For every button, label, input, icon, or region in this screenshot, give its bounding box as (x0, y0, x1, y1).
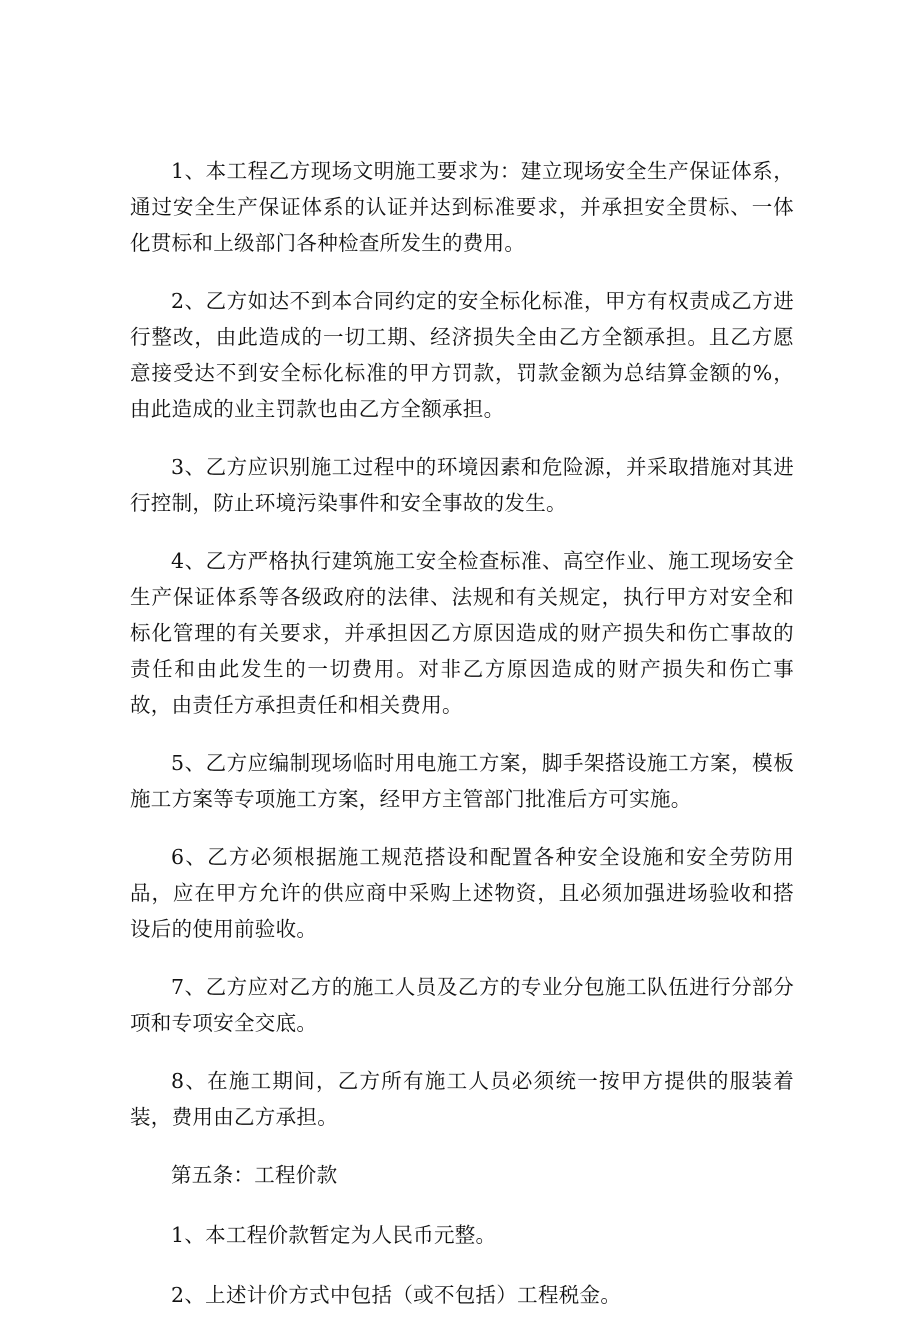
clause-5: 5、乙方应编制现场临时用电施工方案，脚手架搭设施工方案，模板施工方案等专项施工方案，经甲方主管部门批准后方可实施。 (130, 751, 794, 811)
article-5-item-2: 2、上述计价方式中包括（或不包括）工程税金。 (171, 1283, 622, 1307)
clause-6: 6、乙方必须根据施工规范搭设和配置各种安全设施和安全劳防用品，应在甲方允许的供应商中采购上述物资，且必须加强进场验收和搭设后的使用前验收。 (130, 845, 794, 941)
article-5-item-1: 1、本工程价款暂定为人民币元整。 (171, 1223, 497, 1247)
clause-1: 1、本工程乙方现场文明施工要求为：建立现场安全生产保证体系，通过安全生产保证体系的认证并达到标准要求，并承担安全贯标、一体化贯标和上级部门各种检查所发生的费用。 (130, 159, 794, 255)
clause-4: 4、乙方严格执行建筑施工安全检查标准、高空作业、施工现场安全生产保证体系等各级政府的法律、法规和有关规定，执行甲方对安全和标化管理的有关要求，并承担因乙方原因造成的财产损失和伤亡事故的责任和由此发生的一切费用。对非乙方原因造成的财产损失和伤亡事故，由责任方承担责任和相关费用。 (130, 549, 794, 717)
clause-3: 3、乙方应识别施工过程中的环境因素和危险源，并采取措施对其进行控制，防止环境污染事件和安全事故的发生。 (130, 455, 794, 515)
article-5-heading: 第五条：工程价款 (171, 1163, 338, 1187)
clause-7: 7、乙方应对乙方的施工人员及乙方的专业分包施工队伍进行分部分项和专项安全交底。 (130, 975, 794, 1035)
clause-8: 8、在施工期间，乙方所有施工人员必须统一按甲方提供的服装着装，费用由乙方承担。 (130, 1069, 794, 1129)
clause-2: 2、乙方如达不到本合同约定的安全标化标准，甲方有权责成乙方进行整改，由此造成的一切工期、经济损失全由乙方全额承担。且乙方愿意接受达不到安全标化标准的甲方罚款，罚款金额为总结算金额的%，由此造成的业主罚款也由乙方全额承担。 (130, 289, 794, 421)
document-page (130, 153, 794, 1337)
